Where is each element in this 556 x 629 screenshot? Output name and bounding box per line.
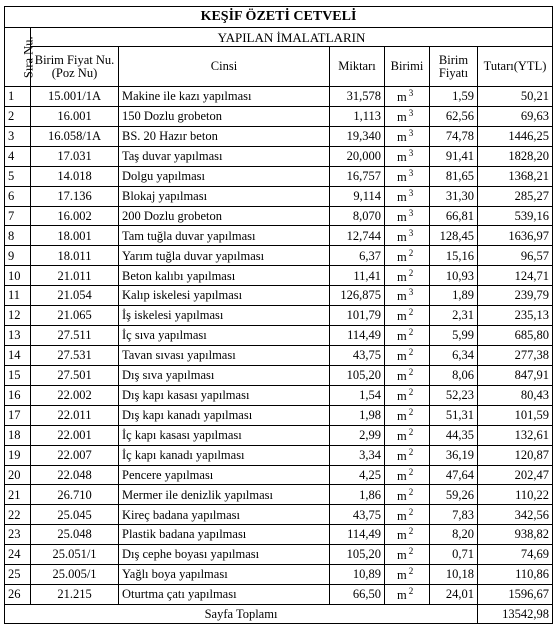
- row-number: 14: [5, 345, 31, 365]
- row-amount: 101,59: [478, 405, 553, 425]
- row-unit-base: m: [397, 408, 407, 423]
- row-unit-exponent: 2: [408, 586, 414, 597]
- row-unit-base: m: [397, 369, 407, 384]
- table-row: [5, 87, 553, 107]
- row-unit-price: 8,20: [430, 525, 478, 545]
- row-description: İç kapı kasası yapılması: [119, 425, 330, 445]
- table-row: [5, 226, 553, 246]
- row-unit-exponent: 2: [408, 546, 414, 557]
- row-unit-base: m: [397, 448, 407, 463]
- row-poz: 22.007: [31, 445, 119, 465]
- row-unit-base: m: [397, 229, 407, 244]
- row-unit-exponent: 2: [408, 486, 414, 497]
- row-description: Dış kapı kanadı yapılması: [119, 405, 330, 425]
- row-description: 200 Dozlu grobeton: [119, 206, 330, 226]
- row-quantity: 43,75: [330, 505, 385, 525]
- row-unit-base: m: [397, 309, 407, 324]
- document-title: KEŞİF ÖZETİ CETVELİ: [5, 7, 553, 28]
- row-unit-exponent: 3: [408, 128, 414, 139]
- row-unit: [385, 385, 430, 405]
- table-row: [5, 186, 553, 206]
- row-quantity: 16,757: [330, 166, 385, 186]
- row-unit-base: m: [397, 488, 407, 503]
- row-description: Makine ile kazı yapılması: [119, 87, 330, 107]
- row-number: 15: [5, 365, 31, 385]
- row-unit-base: m: [397, 149, 407, 164]
- row-unit-base: m: [397, 428, 407, 443]
- header-cinsi: Cinsi: [119, 47, 330, 87]
- row-quantity: 3,34: [330, 445, 385, 465]
- row-unit: [385, 405, 430, 425]
- row-amount: 120,87: [478, 445, 553, 465]
- row-amount: 80,43: [478, 385, 553, 405]
- row-description: Beton kalıbı yapılması: [119, 266, 330, 286]
- row-unit-base: m: [397, 189, 407, 204]
- table-row: [5, 266, 553, 286]
- row-poz: 26.710: [31, 485, 119, 505]
- row-amount: 539,16: [478, 206, 553, 226]
- row-number: 9: [5, 246, 31, 266]
- row-unit: [385, 246, 430, 266]
- row-unit-price: 5,99: [430, 326, 478, 346]
- row-unit-price: 7,83: [430, 505, 478, 525]
- row-unit-base: m: [397, 289, 407, 304]
- row-unit-exponent: 3: [408, 227, 414, 238]
- row-quantity: 10,89: [330, 565, 385, 585]
- row-unit: [385, 525, 430, 545]
- row-description: Pencere yapılması: [119, 465, 330, 485]
- row-unit: [385, 126, 430, 146]
- table-row: [5, 565, 553, 585]
- header-sira-no: [5, 28, 36, 87]
- row-unit-base: m: [397, 389, 407, 404]
- row-poz: 16.002: [31, 206, 119, 226]
- row-unit-price: 47,64: [430, 465, 478, 485]
- row-poz: 22.048: [31, 465, 119, 485]
- table-row: [5, 286, 553, 306]
- row-description: Tavan sıvası yapılması: [119, 345, 330, 365]
- row-number: 23: [5, 525, 31, 545]
- row-number: 8: [5, 226, 31, 246]
- row-quantity: 105,20: [330, 545, 385, 565]
- row-poz: 17.136: [31, 186, 119, 206]
- row-amount: 69,63: [478, 106, 553, 126]
- row-amount: 1828,20: [478, 146, 553, 166]
- row-poz: 21.065: [31, 306, 119, 326]
- row-unit: [385, 565, 430, 585]
- row-unit: [385, 485, 430, 505]
- row-quantity: 31,578: [330, 87, 385, 107]
- row-unit-price: 8,06: [430, 365, 478, 385]
- table-row: [5, 425, 553, 445]
- row-number: 5: [5, 166, 31, 186]
- row-description: Kireç badana yapılması: [119, 505, 330, 525]
- row-unit-price: 10,93: [430, 266, 478, 286]
- row-unit-base: m: [397, 130, 407, 145]
- row-quantity: 2,99: [330, 425, 385, 445]
- row-description: Taş duvar yapılması: [119, 146, 330, 166]
- table-row: [5, 465, 553, 485]
- row-poz: 16.058/1A: [31, 126, 119, 146]
- header-birim-fiyati: Birim Fiyatı: [430, 47, 478, 87]
- row-number: 16: [5, 385, 31, 405]
- row-unit-price: 59,26: [430, 485, 478, 505]
- row-unit: [385, 186, 430, 206]
- row-unit: [385, 166, 430, 186]
- table-body: [5, 87, 553, 605]
- header-birimi: Birimi: [385, 47, 430, 87]
- row-amount: 235,13: [478, 306, 553, 326]
- row-quantity: 1,113: [330, 106, 385, 126]
- row-unit-exponent: 2: [408, 267, 414, 278]
- row-description: 150 Dozlu grobeton: [119, 106, 330, 126]
- row-number: 7: [5, 206, 31, 226]
- row-quantity: 66,50: [330, 585, 385, 605]
- row-unit: [385, 146, 430, 166]
- row-description: İç kapı kanadı yapılması: [119, 445, 330, 465]
- row-amount: 110,86: [478, 565, 553, 585]
- row-amount: 239,79: [478, 286, 553, 306]
- row-number: 17: [5, 405, 31, 425]
- table-row: [5, 585, 553, 605]
- row-unit-base: m: [397, 329, 407, 344]
- row-number: 6: [5, 186, 31, 206]
- row-unit-exponent: 2: [408, 327, 414, 338]
- row-amount: 96,57: [478, 246, 553, 266]
- row-unit: [385, 585, 430, 605]
- header-tutari: Tutarı(YTL): [478, 47, 553, 87]
- row-unit-base: m: [397, 209, 407, 224]
- row-quantity: 19,340: [330, 126, 385, 146]
- row-quantity: 20,000: [330, 146, 385, 166]
- row-poz: 22.002: [31, 385, 119, 405]
- row-unit-exponent: 2: [408, 387, 414, 398]
- row-unit-exponent: 2: [408, 406, 414, 417]
- row-number: 13: [5, 326, 31, 346]
- row-unit-price: 44,35: [430, 425, 478, 445]
- row-description: Plastik badana yapılması: [119, 525, 330, 545]
- row-unit-exponent: 2: [408, 347, 414, 358]
- row-quantity: 101,79: [330, 306, 385, 326]
- row-unit-exponent: 2: [408, 247, 414, 258]
- row-poz: 27.511: [31, 326, 119, 346]
- row-number: 12: [5, 306, 31, 326]
- row-poz: 18.011: [31, 246, 119, 266]
- row-poz: 25.048: [31, 525, 119, 545]
- row-unit: [385, 365, 430, 385]
- row-amount: 1368,21: [478, 166, 553, 186]
- row-number: 24: [5, 545, 31, 565]
- row-amount: 110,22: [478, 485, 553, 505]
- row-unit: [385, 226, 430, 246]
- row-amount: 685,80: [478, 326, 553, 346]
- row-number: 25: [5, 565, 31, 585]
- row-quantity: 12,744: [330, 226, 385, 246]
- row-poz: 18.001: [31, 226, 119, 246]
- row-unit-price: 2,31: [430, 306, 478, 326]
- row-unit-base: m: [397, 349, 407, 364]
- header-sira-no-label: Sıra Nu.: [21, 36, 36, 78]
- row-unit: [385, 306, 430, 326]
- table-row: [5, 365, 553, 385]
- row-amount: 285,27: [478, 186, 553, 206]
- row-amount: 342,56: [478, 505, 553, 525]
- row-unit-exponent: 3: [408, 167, 414, 178]
- row-amount: 132,61: [478, 425, 553, 445]
- row-unit-price: 91,41: [430, 146, 478, 166]
- page-total-label: Sayfa Toplamı: [5, 605, 478, 624]
- row-amount: 1636,97: [478, 226, 553, 246]
- row-number: 21: [5, 485, 31, 505]
- row-unit: [385, 87, 430, 107]
- row-amount: 74,69: [478, 545, 553, 565]
- table-row: [5, 326, 553, 346]
- row-number: 4: [5, 146, 31, 166]
- row-poz: 21.215: [31, 585, 119, 605]
- row-poz: 16.001: [31, 106, 119, 126]
- row-poz: 27.501: [31, 365, 119, 385]
- row-unit-price: 51,31: [430, 405, 478, 425]
- row-unit-exponent: 2: [408, 367, 414, 378]
- row-unit-base: m: [397, 269, 407, 284]
- row-description: Oturtma çatı yapılması: [119, 585, 330, 605]
- row-quantity: 4,25: [330, 465, 385, 485]
- row-description: İç sıva yapılması: [119, 326, 330, 346]
- table-row: [5, 505, 553, 525]
- table-row: [5, 485, 553, 505]
- row-description: Yarım tuğla duvar yapılması: [119, 246, 330, 266]
- row-quantity: 126,875: [330, 286, 385, 306]
- row-number: 3: [5, 126, 31, 146]
- row-unit: [385, 345, 430, 365]
- row-unit-price: 74,78: [430, 126, 478, 146]
- table-row: [5, 445, 553, 465]
- row-description: Tam tuğla duvar yapılması: [119, 226, 330, 246]
- row-unit-exponent: 2: [408, 466, 414, 477]
- table-row: [5, 545, 553, 565]
- row-unit-base: m: [397, 568, 407, 583]
- table-row: [5, 166, 553, 186]
- row-unit-price: 52,23: [430, 385, 478, 405]
- table-row: [5, 126, 553, 146]
- row-poz: 15.001/1A: [31, 87, 119, 107]
- row-unit: [385, 286, 430, 306]
- row-unit-base: m: [397, 528, 407, 543]
- row-unit-price: 24,01: [430, 585, 478, 605]
- row-unit-exponent: 3: [408, 207, 414, 218]
- table-row: [5, 246, 553, 266]
- row-number: 20: [5, 465, 31, 485]
- row-unit: [385, 425, 430, 445]
- row-poz: 14.018: [31, 166, 119, 186]
- row-unit: [385, 465, 430, 485]
- row-quantity: 8,070: [330, 206, 385, 226]
- row-quantity: 9,114: [330, 186, 385, 206]
- row-unit-price: 81,65: [430, 166, 478, 186]
- table-row: [5, 206, 553, 226]
- row-number: 19: [5, 445, 31, 465]
- table-row: [5, 345, 553, 365]
- row-unit-exponent: 3: [408, 287, 414, 298]
- table-row: [5, 306, 553, 326]
- row-unit: [385, 445, 430, 465]
- row-quantity: 6,37: [330, 246, 385, 266]
- row-unit-base: m: [397, 110, 407, 125]
- row-description: Dış sıva yapılması: [119, 365, 330, 385]
- row-unit-exponent: 3: [408, 88, 414, 99]
- row-quantity: 1,86: [330, 485, 385, 505]
- table-row: [5, 385, 553, 405]
- row-unit: [385, 545, 430, 565]
- row-number: 10: [5, 266, 31, 286]
- row-unit-price: 1,89: [430, 286, 478, 306]
- table-row: [5, 525, 553, 545]
- row-description: Mermer ile denizlik yapılması: [119, 485, 330, 505]
- row-number: 1: [5, 87, 31, 107]
- group-header: YAPILAN İMALATLARIN: [31, 28, 553, 47]
- row-description: Dış kapı kasası yapılması: [119, 385, 330, 405]
- row-unit-base: m: [397, 508, 407, 523]
- row-unit: [385, 505, 430, 525]
- row-description: Dolgu yapılması: [119, 166, 330, 186]
- row-unit: [385, 266, 430, 286]
- row-unit-price: 15,16: [430, 246, 478, 266]
- row-quantity: 114,49: [330, 326, 385, 346]
- row-unit-exponent: 2: [408, 526, 414, 537]
- table-row: [5, 106, 553, 126]
- row-amount: 50,21: [478, 87, 553, 107]
- row-unit-base: m: [397, 588, 407, 603]
- row-poz: 17.031: [31, 146, 119, 166]
- row-number: 2: [5, 106, 31, 126]
- row-description: Yağlı boya yapılması: [119, 565, 330, 585]
- row-unit-exponent: 3: [408, 147, 414, 158]
- row-quantity: 105,20: [330, 365, 385, 385]
- row-poz: 25.051/1: [31, 545, 119, 565]
- row-number: 18: [5, 425, 31, 445]
- row-unit-base: m: [397, 468, 407, 483]
- row-unit-exponent: 2: [408, 566, 414, 577]
- row-poz: 21.011: [31, 266, 119, 286]
- row-amount: 277,38: [478, 345, 553, 365]
- row-quantity: 11,41: [330, 266, 385, 286]
- row-description: Kalıp iskelesi yapılması: [119, 286, 330, 306]
- row-description: İş iskelesi yapılması: [119, 306, 330, 326]
- row-quantity: 114,49: [330, 525, 385, 545]
- row-poz: 25.005/1: [31, 565, 119, 585]
- row-unit: [385, 326, 430, 346]
- row-poz: 21.054: [31, 286, 119, 306]
- row-amount: 847,91: [478, 365, 553, 385]
- row-number: 22: [5, 505, 31, 525]
- row-unit-base: m: [397, 249, 407, 264]
- row-unit-price: 10,18: [430, 565, 478, 585]
- row-unit-exponent: 3: [408, 108, 414, 119]
- header-miktari: Miktarı: [330, 47, 385, 87]
- row-description: Blokaj yapılması: [119, 186, 330, 206]
- row-unit-base: m: [397, 90, 407, 105]
- row-unit-exponent: 3: [408, 187, 414, 198]
- row-unit-exponent: 2: [408, 506, 414, 517]
- row-amount: 1596,67: [478, 585, 553, 605]
- row-unit-price: 31,30: [430, 186, 478, 206]
- row-poz: 22.011: [31, 405, 119, 425]
- row-amount: 938,82: [478, 525, 553, 545]
- row-quantity: 1,54: [330, 385, 385, 405]
- row-unit-base: m: [397, 548, 407, 563]
- row-amount: 202,47: [478, 465, 553, 485]
- row-unit-exponent: 2: [408, 307, 414, 318]
- row-poz: 25.045: [31, 505, 119, 525]
- row-unit-exponent: 2: [408, 426, 414, 437]
- row-unit: [385, 106, 430, 126]
- row-amount: 124,71: [478, 266, 553, 286]
- row-unit-base: m: [397, 169, 407, 184]
- row-quantity: 43,75: [330, 345, 385, 365]
- row-number: 26: [5, 585, 31, 605]
- row-quantity: 1,98: [330, 405, 385, 425]
- table-row: [5, 405, 553, 425]
- row-poz: 22.001: [31, 425, 119, 445]
- estimate-summary-table: [4, 6, 553, 624]
- row-unit: [385, 206, 430, 226]
- row-unit-exponent: 2: [408, 446, 414, 457]
- table-row: [5, 146, 553, 166]
- row-unit-price: 66,81: [430, 206, 478, 226]
- row-unit-price: 36,19: [430, 445, 478, 465]
- row-number: 11: [5, 286, 31, 306]
- row-unit-price: 6,34: [430, 345, 478, 365]
- header-poz: Birim Fiyat Nu.(Poz Nu): [31, 47, 119, 87]
- row-unit-price: 0,71: [430, 545, 478, 565]
- page-total-value: 13542,98: [478, 605, 553, 624]
- row-unit-price: 62,56: [430, 106, 478, 126]
- row-amount: 1446,25: [478, 126, 553, 146]
- row-unit-price: 1,59: [430, 87, 478, 107]
- row-description: Dış cephe boyası yapılması: [119, 545, 330, 565]
- row-unit-price: 128,45: [430, 226, 478, 246]
- row-poz: 27.531: [31, 345, 119, 365]
- row-description: BS. 20 Hazır beton: [119, 126, 330, 146]
